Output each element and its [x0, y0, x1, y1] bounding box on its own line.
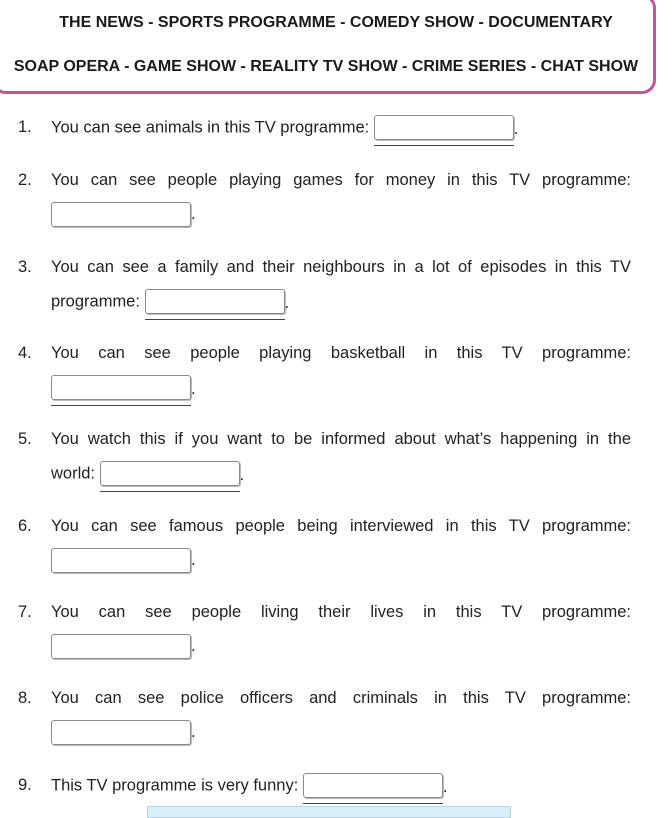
question-text: You can see animals in this TV programme: — [51, 118, 370, 137]
answer-field-6[interactable] — [51, 548, 191, 573]
answer-field-8[interactable] — [51, 720, 191, 745]
answer-field-2[interactable] — [51, 202, 191, 227]
full-stop: . — [191, 205, 196, 223]
word-bank-line-2: SOAP OPERA - GAME SHOW - REALITY TV SHOW - CRIME SERIES - CHAT SHOW — [13, 58, 639, 75]
answer-field-1[interactable] — [374, 115, 514, 140]
full-stop: . — [191, 723, 196, 741]
answer-field-9[interactable] — [303, 773, 443, 798]
answer-field-4[interactable] — [51, 375, 191, 400]
bottom-panel-edge — [147, 806, 511, 818]
question-text-continued: world: — [51, 464, 96, 483]
question-number: 7. — [18, 603, 32, 621]
full-stop: . — [239, 466, 245, 484]
question-number: 2. — [18, 171, 32, 189]
question-text: You can see people playing games for money in this TV programme: — [51, 171, 631, 189]
question-text: You can see famous people being interviewed in this TV programme: — [51, 517, 631, 535]
answer-field-5[interactable] — [100, 461, 240, 486]
word-bank-line-1: THE NEWS - SPORTS PROGRAMME - COMEDY SHOW - DOCUMENTARY — [59, 14, 613, 31]
answer-field-7[interactable] — [51, 634, 191, 659]
question-text: This TV programme is very funny: — [51, 776, 299, 795]
full-stop: . — [442, 778, 448, 796]
question-text: You watch this if you want to be informed about what’s happening in the — [51, 430, 631, 448]
question-number: 8. — [18, 689, 32, 707]
question-text-continued: programme: — [51, 292, 140, 311]
full-stop: . — [284, 294, 290, 312]
question-number: 5. — [18, 430, 32, 448]
question-text: You can see police officers and criminals in this TV programme: — [51, 689, 631, 707]
question-text: You can see people living their lives in this TV programme: — [51, 603, 631, 621]
question-number: 9. — [18, 776, 32, 794]
question-number: 1. — [18, 118, 32, 136]
question-number: 3. — [18, 258, 32, 276]
full-stop: . — [191, 637, 196, 655]
question-number: 6. — [18, 517, 32, 535]
full-stop: . — [513, 120, 519, 138]
full-stop: . — [191, 380, 196, 398]
question-number: 4. — [18, 344, 32, 362]
answer-field-3[interactable] — [145, 289, 285, 314]
full-stop: . — [191, 551, 196, 569]
question-text: You can see people playing basketball in this TV programme: — [51, 344, 631, 362]
question-text: You can see a family and their neighbours in a lot of episodes in this TV — [51, 258, 631, 276]
